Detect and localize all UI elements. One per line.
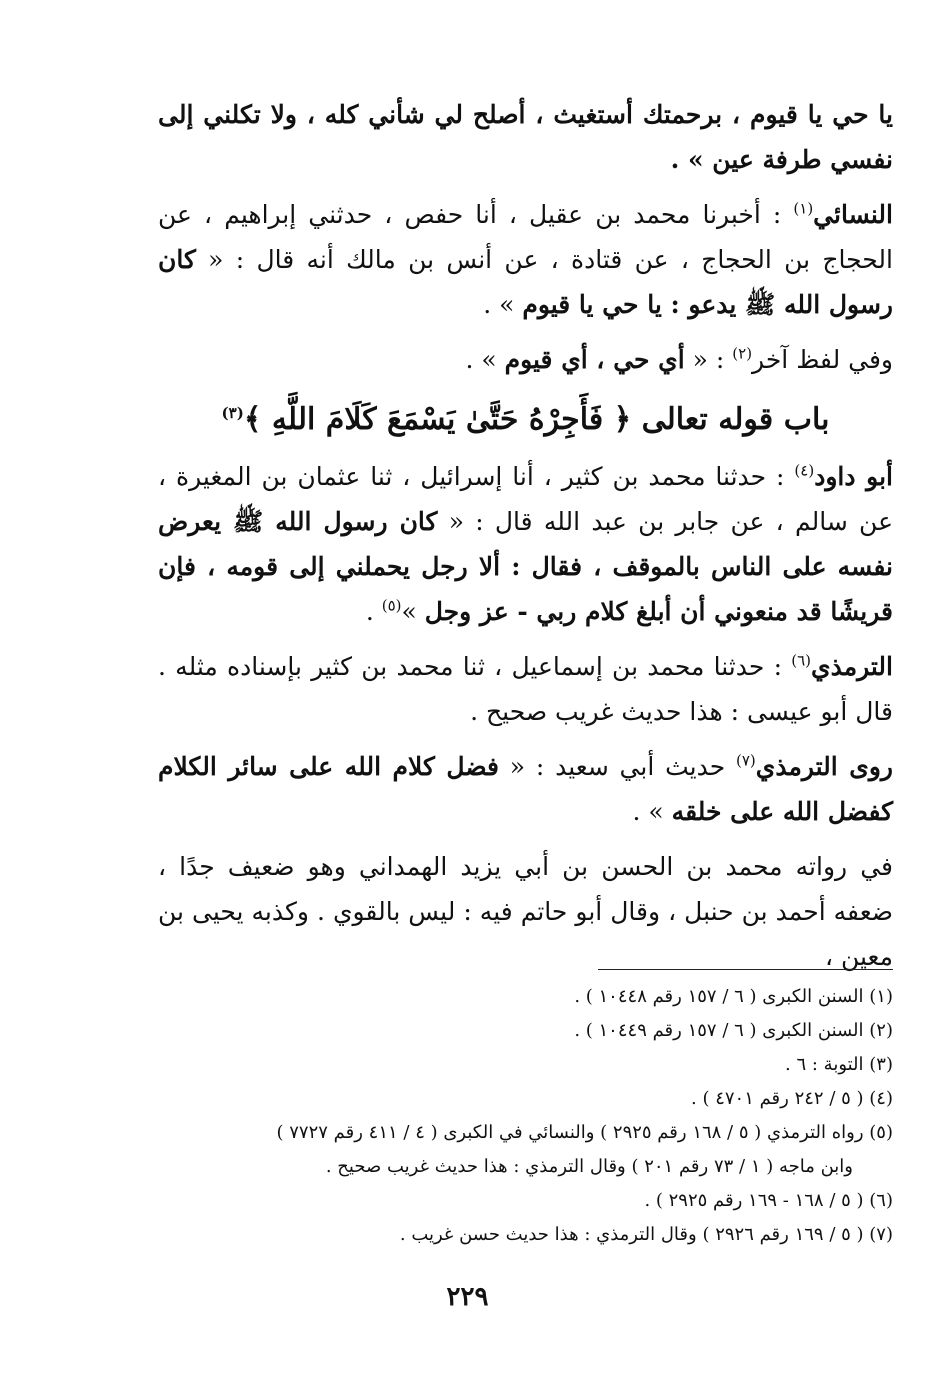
chapter-heading (158, 392, 893, 448)
footnote-5: (٥) رواه الترمذي ( ٥ / ١٦٨ رقم ٢٩٢٥ ) والنسائي في الكبرى ( ٤ / ٤١١ رقم ٧٧٢٧ ) (276, 1122, 893, 1143)
footnote-4: (٤) ( ٥ / ٢٤٢ رقم ٤٧٠١ ) . (691, 1088, 893, 1109)
paragraph-tirmidhi (158, 644, 893, 734)
paragraph-abu-dawud (158, 454, 893, 634)
hadith-quote: كان رسول الله ﷺ يدعو : يا حي يا قيوم (158, 245, 893, 319)
footnote-ref: (١) (793, 199, 814, 218)
hadith-quote: أي حي ، أي قيوم (504, 345, 685, 374)
paragraph-tirmidhi-abu-said (158, 744, 893, 834)
footnote-2: (٢) السنن الكبرى ( ٦ / ١٥٧ رقم ١٠٤٤٩ ) . (574, 1020, 893, 1041)
footnote-ref: (٧) (735, 751, 756, 770)
isnad-text: : أخبرنا محمد بن عقيل ، أنا حفص ، حدثني إبراهيم ، عن الحجاج بن الحجاج ، عن قتادة ، عن أنس بن مالك أنه قال : « (158, 200, 893, 274)
intro-text: وفي لفظ آخر (752, 345, 893, 374)
footnote-ref: (٢) (732, 344, 753, 363)
quote-close: » . (632, 797, 672, 826)
footnote-1: (١) السنن الكبرى ( ٦ / ١٥٧ رقم ١٠٤٤٨ ) . (574, 986, 893, 1007)
footnote-7: (٧) ( ٥ / ١٦٩ رقم ٢٩٢٦ ) وقال الترمذي : هذا حديث حسن غريب . (399, 1224, 893, 1245)
footnote-ref: (٥) (381, 596, 402, 615)
commentary-text: في رواته محمد بن الحسن بن أبي يزيد الهمداني وهو ضعيف جدًا ، ضعفه أحمد بن حنبل ، وقال أبو حاتم فيه : ليس بالقوي . وكذبه يحيى بن معين ، (158, 852, 893, 971)
footnote-ref: (٦) (791, 651, 812, 670)
footnote-divider (598, 969, 893, 970)
page-number: ٢٢٩ (446, 1282, 489, 1312)
footnotes (158, 980, 893, 1252)
hadith-quote: كان رسول الله ﷺ يعرض نفسه على الناس بالموقف ، فقال : ألا رجل يحملني إلى قومه ، فإن قريشًا قد منعوني أن أبلغ كلام ربي - عز وجل (158, 507, 893, 626)
paragraph-narrator-critique (158, 844, 893, 979)
quote-close: » (401, 597, 425, 626)
footnote-6: (٦) ( ٥ / ١٦٨ - ١٦٩ رقم ٢٩٢٥ ) . (644, 1190, 893, 1211)
footnote-5-continued: وابن ماجه ( ١ / ٧٣ رقم ٢٠١ ) وقال الترمذي : هذا حديث غريب صحيح . (325, 1156, 853, 1177)
hadith-quote: فضل كلام الله على سائر الكلام كفضل الله على خلقه (158, 752, 893, 826)
source-label: الترمذي (811, 652, 893, 681)
footnote-3: (٣) التوبة : ٦ . (785, 1054, 893, 1075)
footnote-ref: (٤) (794, 461, 815, 480)
chapter-title: باب قوله تعالى ﴿ فَأَجِرْهُ حَتَّىٰ يَسْمَعَ كَلَامَ اللَّهِ ﴾ (243, 402, 830, 437)
footnote-ref: (٣) (221, 404, 244, 422)
intro-text: حديث أبي سعيد : « (498, 752, 736, 781)
quote-close: » . (483, 290, 523, 319)
isnad-text: : حدثنا محمد بن إسماعيل ، ثنا محمد بن كثير بإسناده مثله . قال أبو عيسى : هذا حديث غريب صحيح . (158, 652, 893, 726)
paragraph-nasai (158, 192, 893, 327)
isnad-text: : حدثنا محمد بن كثير ، أنا إسرائيل ، ثنا عثمان بن المغيرة ، عن سالم ، عن جابر بن عبد الله قال : « (158, 462, 893, 536)
source-label: أبو داود (814, 462, 893, 491)
source-label: النسائي (813, 200, 893, 229)
prayer-text: يا حي يا قيوم ، برحمتك أستغيث ، أصلح لي شأني كله ، ولا تكلني إلى نفسي طرفة عين » . (158, 100, 893, 174)
period: . (365, 597, 382, 626)
paragraph-prayer-end (158, 92, 893, 182)
colon-text: : « (684, 345, 733, 374)
source-label: روى الترمذي (755, 752, 893, 781)
paragraph-other-wording (158, 337, 893, 382)
quote-close: » . (465, 345, 505, 374)
book-page-body (158, 92, 893, 989)
